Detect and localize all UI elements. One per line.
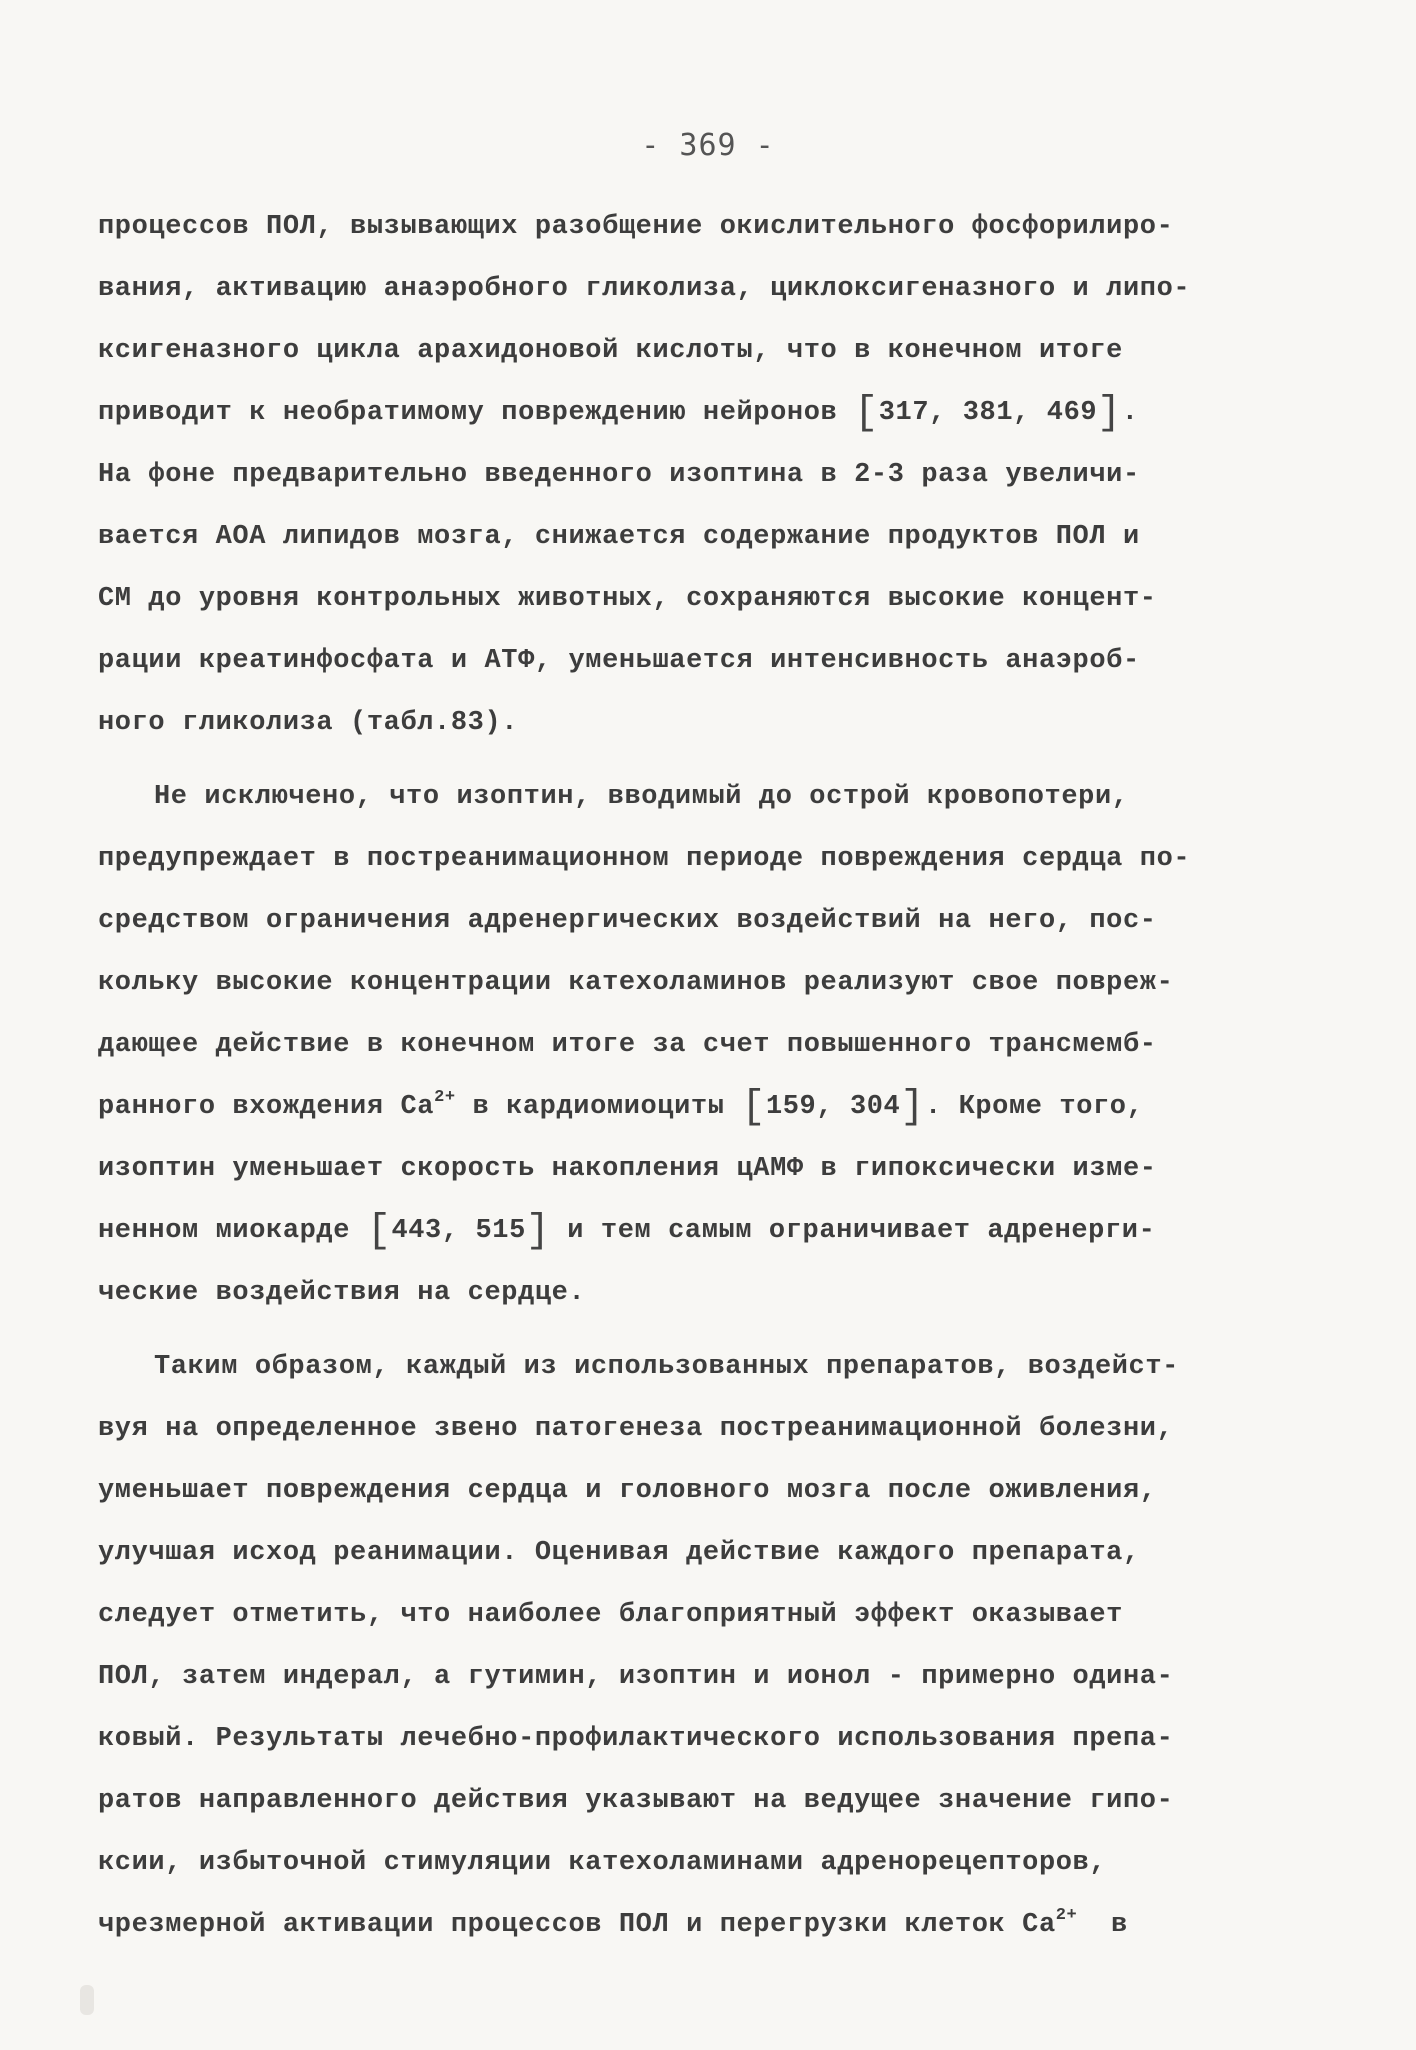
text-line: ПОЛ, затем индерал, а гутимин, изоптин и ионол - примерно одина- [98, 1662, 1174, 1692]
bracket-open: [ [366, 1209, 392, 1254]
text-line: средством ограничения адренергических воздействий на него, пос- [98, 906, 1157, 936]
page-number: - 369 - [641, 128, 775, 163]
text-line: предупреждает в постреанимационном периоде повреждения сердца по- [98, 844, 1191, 874]
superscript: 2+ [1055, 1906, 1078, 1925]
paragraph-3 [98, 1336, 1298, 1956]
line-text: ранного вхождения Са [98, 1092, 435, 1122]
text-line: СМ до уровня контрольных животных, сохраняются высокие концент- [98, 584, 1157, 614]
text-line: кольку высокие концентрации катехоламинов реализуют свое повреж- [98, 968, 1174, 998]
text-line: На фоне предварительно введенного изоптина в 2-3 раза увеличи- [98, 460, 1140, 490]
text-line [98, 1200, 1298, 1262]
text-line: дающее действие в конечном итоге за счет повышенного трансмемб- [98, 1030, 1157, 1060]
text-line: ного гликолиза (табл.83). [98, 708, 519, 738]
line-text: и тем самым ограничивает адренерги- [550, 1216, 1156, 1246]
text-line: следует отметить, что наиболее благоприятный эффект оказывает [98, 1600, 1123, 1630]
text-line: вания, активацию анаэробного гликолиза, циклоксигеназного и липо- [98, 274, 1191, 304]
line-text: чрезмерной активации процессов ПОЛ и перегрузки клеток Са [98, 1910, 1056, 1940]
line-text: . Кроме того, [924, 1092, 1144, 1122]
bracket-open: [ [741, 1085, 766, 1130]
line-text: приводит к необратимому повреждению нейронов [98, 398, 855, 428]
citation-refs: 159, 304 [765, 1092, 901, 1122]
period-mark: . [1121, 398, 1139, 428]
text-line: улучшая исход реанимации. Оценивая действие каждого препарата, [98, 1538, 1140, 1568]
citation-refs: 443, 515 [391, 1216, 526, 1246]
text-line: ковый. Результаты лечебно-профилактического использования препа- [98, 1724, 1174, 1754]
text-line: Не исключено, что изоптин, вводимый до острой кровопотери, [154, 782, 1129, 812]
paragraph-1 [98, 196, 1298, 754]
text-line: вается АОА липидов мозга, снижается содержание продуктов ПОЛ и [98, 522, 1140, 552]
line-text: ненном миокарде [98, 1216, 367, 1246]
superscript: 2+ [434, 1088, 456, 1107]
text-line: ксигеназного цикла арахидоновой кислоты, что в конечном итоге [98, 336, 1123, 366]
bracket-open: [ [854, 391, 879, 436]
text-line: уменьшает повреждения сердца и головного мозга после оживления, [98, 1476, 1157, 1506]
paragraph-gap [98, 754, 1298, 766]
text-line [98, 1894, 1298, 1956]
paragraph-2 [98, 766, 1298, 1324]
text-line: процессов ПОЛ, вызывающих разобщение окислительного фосфорилиро- [98, 212, 1174, 242]
text-line: изоптин уменьшает скорость накопления цАМФ в гипоксически изме- [98, 1154, 1157, 1184]
line-text: в [1077, 1910, 1128, 1940]
scan-smudge [80, 1985, 94, 2015]
paragraph-gap [98, 1324, 1298, 1336]
line-text: в кардиомиоциты [455, 1092, 742, 1122]
text-line: ческие воздействия на сердце. [98, 1278, 586, 1308]
text-line: ксии, избыточной стимуляции катехоламинами адренорецепторов, [98, 1848, 1107, 1878]
text-line [98, 382, 1298, 444]
bracket-close: ] [900, 1085, 925, 1130]
text-line [98, 1076, 1298, 1138]
text-line: вуя на определенное звено патогенеза постреанимационной болезни, [98, 1414, 1174, 1444]
text-line: Таким образом, каждый из использованных препаратов, воздейст- [154, 1352, 1179, 1382]
text-line: ратов направленного действия указывают на ведущее значение гипо- [98, 1786, 1174, 1816]
body-text [98, 196, 1298, 1956]
bracket-close: ] [525, 1209, 551, 1254]
text-line: рации креатинфосфата и АТФ, уменьшается интенсивность анаэроб- [98, 646, 1140, 676]
bracket-close: ] [1097, 391, 1122, 436]
citation-refs: 317, 381, 469 [878, 398, 1098, 428]
